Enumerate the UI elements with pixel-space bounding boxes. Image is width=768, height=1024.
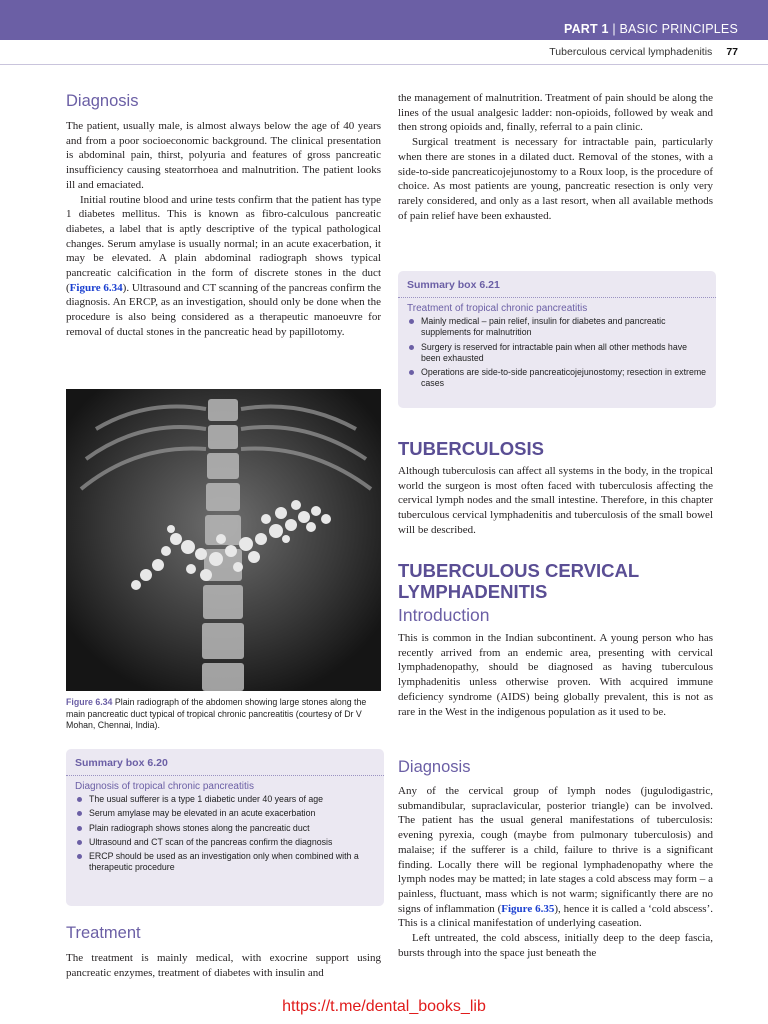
summary-item: Operations are side-to-side pancreaticojejunostomy; resection in extreme cases bbox=[407, 367, 707, 390]
diagnosis-paragraph-1: The patient, usually male, is almost always below the age of 40 years and from a poor socioeconomic background. The clinical presentation is abdominal pain, thirst, polyuria and features of gross pancreatic insufficiency causing steatorrhoea and malnutrition. The patient looks ill and emaciated. bbox=[66, 120, 381, 191]
treatment-heading: Treatment bbox=[66, 924, 141, 942]
treatment-paragraph: The treatment is mainly medical, with exocrine support using pancreatic enzymes, treatment of diabetes with insulin and bbox=[66, 952, 381, 979]
summary-item: Mainly medical – pain relief, insulin for diabetes and pancreatic supplements for malnutrition bbox=[407, 316, 707, 339]
radiograph-image bbox=[66, 389, 381, 691]
page-number: 77 bbox=[726, 46, 738, 58]
tuberculosis-heading: TUBERCULOSIS bbox=[398, 438, 544, 459]
bullet-icon bbox=[77, 854, 82, 859]
summary-item: ERCP should be used as an investigation only when combined with a therapeutic procedure bbox=[75, 851, 375, 874]
running-title: Tuberculous cervical lymphadenitis bbox=[549, 46, 713, 58]
lymphadenitis-section bbox=[398, 560, 713, 719]
figure-caption bbox=[66, 697, 384, 732]
diagnosis-heading: Diagnosis bbox=[66, 92, 139, 110]
left-column-top bbox=[66, 92, 381, 340]
figure-6-35-link[interactable]: Figure 6.35 bbox=[501, 902, 555, 915]
continued-paragraph: the management of malnutrition. Treatment of pain should be along the lines of the usual analgesic ladder: non-opioids, followed by weak and then strong opioids and, finally, referral to a pain clinic. bbox=[398, 92, 713, 134]
tuberculosis-paragraph: Although tuberculosis can affect all systems in the body, in the tropical world the surgeon is most often faced with tuberculosis affecting the cervical lymph nodes and the small intestine. Therefore, in this chapter tuberculous cervical lymphadenitis and tuberculosis of the small bowel will be described. bbox=[398, 465, 713, 536]
bullet-icon bbox=[77, 811, 82, 816]
summary-item: The usual sufferer is a type 1 diabetic under 40 years of age bbox=[75, 794, 375, 805]
part-label: PART 1 | BASIC PRINCIPLES bbox=[563, 22, 738, 36]
radiograph-figure bbox=[66, 389, 381, 691]
figure-caption-text: Plain radiograph of the abdomen showing large stones along the main pancreatic duct typical of tropical chronic pancreatitis (courtesy of Dr V Mohan, Chennai, India). bbox=[66, 697, 367, 730]
summary-box-title: Summary box 6.21 bbox=[407, 279, 500, 291]
footer-url[interactable]: https://t.me/dental_books_lib bbox=[282, 998, 486, 1015]
bullet-icon bbox=[409, 345, 414, 350]
summary-box-6-20 bbox=[66, 749, 384, 906]
diagnosis-2-paragraph-1: Any of the cervical group of lymph nodes (jugulodigastric, submandibular, supraclavicular, posterior triangle) can be involved. The patient has the usual general manifestations of tuberculosis: evening pyrexia, cough (maybe from pulmonary tuberculosis) and malaise; if the sufferer is a child, failure to thrive is a significant finding. Locally there will be regional lymphadenopathy where the lymph nodes may be matted; in late stages a cold abscess may form – a painless, fluctuant, mass which is not warm; significantly there are no signs of inflammation (Figure 6.35), hence it is called a ‘cold abscess’. This is a clinical manifestation of underlying caseation. bbox=[398, 785, 713, 930]
surgical-paragraph: Surgical treatment is necessary for intractable pain, particularly when there are stones in a dilated duct. Removal of the stones, with a side-to-side pancreaticojejunostomy to a Roux loop, is the procedure of choice. As most patients are young, pancreatic resection is only very rarely considered, and only as a last resort, when all available methods of pain relief have been exhausted. bbox=[398, 136, 713, 222]
left-column-bottom bbox=[66, 924, 381, 980]
bullet-icon bbox=[409, 319, 414, 324]
summary-box-6-21 bbox=[398, 271, 716, 408]
diagnosis-paragraph-2: Initial routine blood and urine tests confirm that the patient has type 1 diabetes mellitus. This is known as fibro-calculous pancreatic diabetes, a label that is aptly descriptive of the typical pathological changes. Serum amylase is usually normal; in an acute exacerbation, it may be elevated. A plain abdominal radiograph shows typical pancreatic calcification in the form of discrete stones in the duct (Figure 6.34). Ultrasound and CT scanning of the pancreas confirm the diagnosis. An ERCP, as an investigation, should only be done when the procedure is also being considered as a therapeutic manoeuvre for removal of ductal stones in the pancreatic head by papillotomy. bbox=[66, 193, 381, 338]
running-header bbox=[549, 46, 738, 58]
summary-box-title: Summary box 6.20 bbox=[75, 757, 168, 769]
tuberculosis-section bbox=[398, 438, 713, 538]
summary-box-list bbox=[66, 794, 384, 874]
bullet-icon bbox=[77, 840, 82, 845]
lymphadenitis-heading: TUBERCULOUS CERVICAL LYMPHADENITIS bbox=[398, 560, 639, 602]
summary-item: Plain radiograph shows stones along the pancreatic duct bbox=[75, 823, 375, 834]
diagnosis-2-paragraph-2: Left untreated, the cold abscess, initially deep to the deep fascia, bursts through into the space just beneath the bbox=[398, 932, 713, 959]
header-rule bbox=[0, 64, 768, 65]
bullet-icon bbox=[409, 370, 414, 375]
bullet-icon bbox=[77, 797, 82, 802]
introduction-heading: Introduction bbox=[398, 605, 490, 625]
right-diagnosis-section bbox=[398, 758, 713, 960]
summary-item: Serum amylase may be elevated in an acute exacerbation bbox=[75, 808, 375, 819]
diagnosis-heading-2: Diagnosis bbox=[398, 758, 471, 776]
figure-label: Figure 6.34 bbox=[66, 697, 113, 707]
introduction-paragraph: This is common in the Indian subcontinent. A young person who has recently arrived from an endemic area, presenting with cervical lymphadenopathy, should be diagnosed as having tuberculous lymphadenitis unless otherwise proven. With acquired immune deficiency syndrome (AIDS) being globally prevalent, this is not as rare in the West in the indigenous population as it used to be. bbox=[398, 632, 713, 718]
summary-box-subtitle: Treatment of tropical chronic pancreatitis bbox=[407, 303, 588, 314]
summary-item: Ultrasound and CT scan of the pancreas confirm the diagnosis bbox=[75, 837, 375, 848]
bullet-icon bbox=[77, 826, 82, 831]
figure-6-34-link[interactable]: Figure 6.34 bbox=[69, 281, 123, 294]
summary-box-list bbox=[398, 316, 716, 390]
summary-box-subtitle: Diagnosis of tropical chronic pancreatitis bbox=[75, 781, 254, 792]
summary-item: Surgery is reserved for intractable pain when all other methods have been exhausted bbox=[407, 342, 707, 365]
right-column-top bbox=[398, 91, 713, 223]
